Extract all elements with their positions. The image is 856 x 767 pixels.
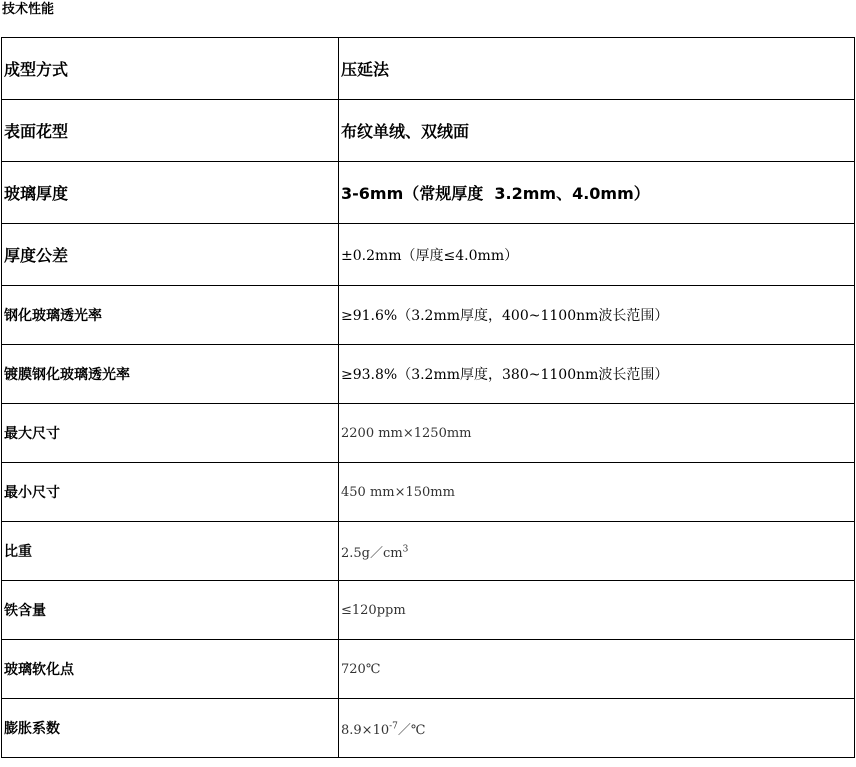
row-value: ≥93.8%（3.2mm厚度，380~1100nm波长范围）: [339, 345, 855, 404]
table-row: [2, 640, 855, 699]
table-row: [2, 224, 855, 286]
value-superscript: 3: [402, 544, 409, 555]
table-row: [2, 100, 855, 162]
table-row: [2, 286, 855, 345]
row-label: 最小尺寸: [2, 463, 339, 522]
row-label: 玻璃软化点: [2, 640, 339, 699]
row-value: 450 mm×150mm: [339, 463, 855, 522]
value-suffix: ／℃: [397, 722, 426, 738]
table-row: [2, 404, 855, 463]
value-text: 8.9×10: [341, 722, 390, 738]
spec-table: [1, 37, 855, 758]
row-label: 比重: [2, 522, 339, 581]
row-value: ≥91.6%（3.2mm厚度，400~1100nm波长范围）: [339, 286, 855, 345]
table-row: [2, 345, 855, 404]
row-value: 布纹单绒、双绒面: [339, 100, 855, 162]
table-row: [2, 581, 855, 640]
row-label: 膨胀系数: [2, 699, 339, 758]
value-text: 2.5g／cm: [341, 545, 403, 561]
row-label: 成型方式: [2, 38, 339, 100]
row-label: 镀膜钢化玻璃透光率: [2, 345, 339, 404]
table-row: [2, 162, 855, 224]
table-row: [2, 463, 855, 522]
row-label: 最大尺寸: [2, 404, 339, 463]
row-value: ≤120ppm: [339, 581, 855, 640]
row-label: 玻璃厚度: [2, 162, 339, 224]
row-value: 压延法: [339, 38, 855, 100]
row-label: 厚度公差: [2, 224, 339, 286]
table-row: [2, 522, 855, 581]
row-value: ±0.2mm（厚度≤4.0mm）: [339, 224, 855, 286]
row-value: 3-6mm（常规厚度 3.2mm、4.0mm）: [339, 162, 855, 224]
row-value: [339, 699, 855, 758]
table-row: [2, 699, 855, 758]
row-label: 铁含量: [2, 581, 339, 640]
value-superscript: -7: [389, 721, 398, 732]
row-value: 2200 mm×1250mm: [339, 404, 855, 463]
row-label: 钢化玻璃透光率: [2, 286, 339, 345]
page-title: 技术性能: [2, 2, 55, 17]
row-label: 表面花型: [2, 100, 339, 162]
row-value: 720℃: [339, 640, 855, 699]
table-row: [2, 38, 855, 100]
row-value: [339, 522, 855, 581]
